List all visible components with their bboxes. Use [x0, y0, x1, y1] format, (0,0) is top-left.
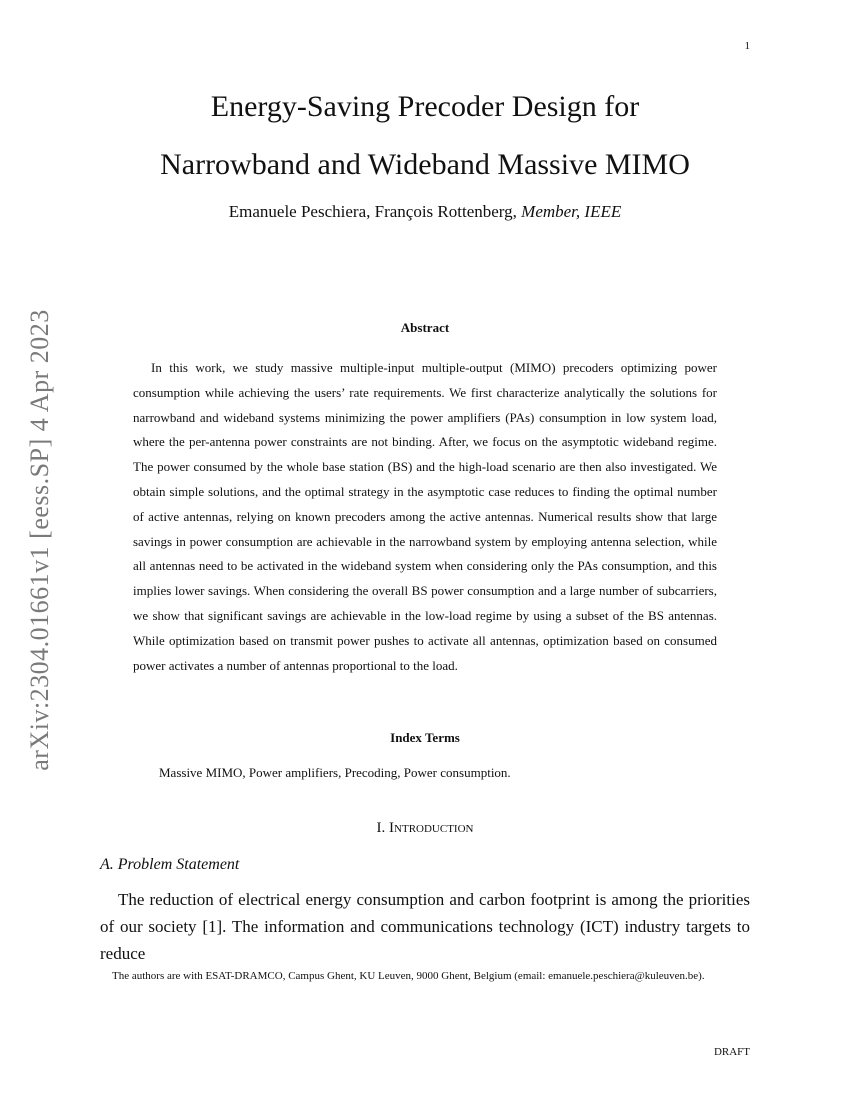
author-footnote: The authors are with ESAT-DRAMCO, Campus Ghent, KU Leuven, 9000 Ghent, Belgium (email: emanuele.peschiera@kuleuven.be). [112, 970, 705, 982]
page-number: 1 [744, 40, 750, 52]
intro-paragraph: The reduction of electrical energy consumption and carbon footprint is among the priorities of our society [1]. The information and communications technology (ICT) industry targets to reduce [100, 890, 750, 963]
abstract-heading: Abstract [400, 320, 450, 335]
section-title: Introduction [389, 820, 474, 836]
introduction-text [100, 886, 750, 967]
index-terms-heading: Index Terms [390, 730, 460, 745]
author-list [0, 202, 850, 222]
title-line-2: Narrowband and Wideband Massive MIMO [160, 148, 690, 181]
author-names: Emanuele Peschiera, François Rottenberg, [228, 202, 522, 221]
subsection-heading: A. Problem Statement [100, 856, 240, 873]
draft-label: DRAFT [713, 1046, 750, 1058]
paper-title [0, 78, 850, 194]
section-number: I. [376, 820, 390, 836]
section-heading-introduction [0, 820, 850, 837]
index-terms-text: Massive MIMO, Power amplifiers, Precoding, Power consumption. [159, 765, 511, 780]
author-role: Member, IEEE [521, 202, 622, 221]
title-line-1: Energy-Saving Precoder Design for [210, 90, 640, 123]
abstract-paragraph: In this work, we study massive multiple-input multiple-output (MIMO) precoders optimizing power consumption while achieving the users’ rate requirements. We first characterize analytically the solutions for narrowband and wideband systems minimizing the power amplifiers (PAs) consumption in low system load, where the per-antenna power constraints are not binding. After, we focus on the asymptotic wideband regime. The power consumed by the whole base station (BS) and the high-load scenario are then also investigated. We obtain simple solutions, and the optimal strategy in the asymptotic case reduces to finding the optimal number of active antennas, relying on known precoders among the active antennas. Numerical results show that large savings in power consumption are achievable in the narrowband system by employing antenna selection, while all antennas need to be activated in the wideband system when considering only the PAs consumption, and this implies lower savings. When considering the overall BS power consumption and a large number of subcarriers, we show that significant savings are achievable in the low-load regime by using a subset of the BS antennas. While optimization based on transmit power pushes to activate all antennas, optimization based on consumed power activates a number of antennas proportional to the load. [133, 360, 717, 673]
arxiv-identifier[interactable]: arXiv:2304.01661v1 [eess.SP] 4 Apr 2023 [25, 309, 54, 771]
abstract-text [133, 356, 717, 678]
